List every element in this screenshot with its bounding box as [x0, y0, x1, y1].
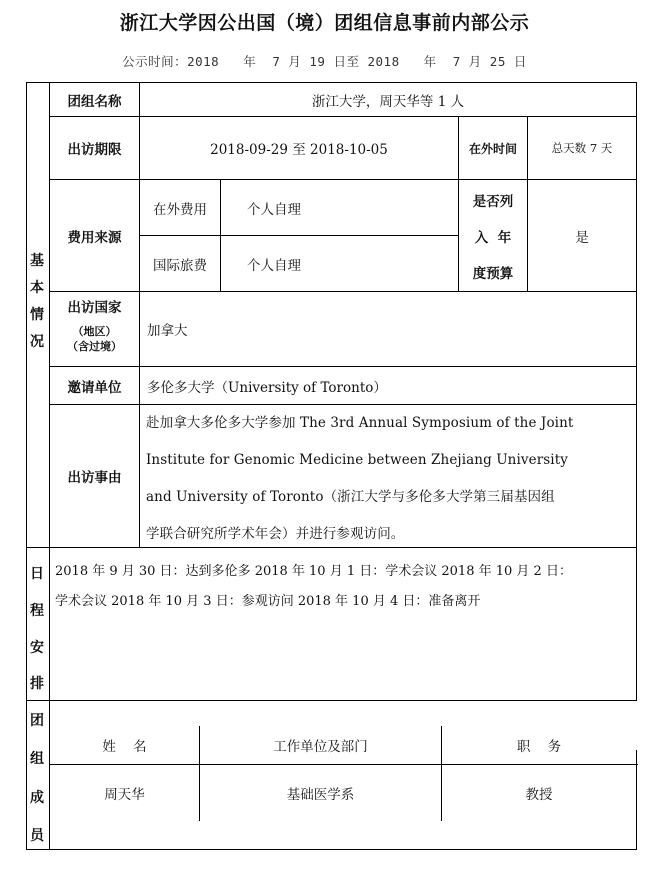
member-header-name: 姓 名 — [102, 739, 147, 755]
country-label: 出访国家 （地区） （含过境） — [67, 300, 122, 353]
member-header-position: 职 务 — [516, 739, 562, 755]
abroad-cost-label: 在外费用 — [153, 201, 207, 218]
abroad-cost-value: 个人自理 — [247, 201, 301, 218]
visit-period-label: 出访期限 — [67, 142, 122, 158]
abroad-time-label: 在外时间 — [468, 141, 517, 156]
abroad-time-value: 总天数 7 天 — [551, 141, 613, 155]
member-position: 教授 — [525, 787, 553, 803]
group-name-value: 浙江大学，周天华等 1 人 — [311, 93, 465, 110]
budget-value: 是 — [575, 229, 589, 246]
page-title: 浙江大学因公出国（境）团组信息事前内部公示 — [119, 12, 530, 34]
travel-cost-label: 国际旅费 — [153, 257, 207, 274]
member-name: 周天华 — [104, 787, 145, 803]
member-unit: 基础医学系 — [286, 787, 355, 803]
country-value: 加拿大 — [147, 323, 188, 339]
funding-label: 费用来源 — [67, 229, 122, 246]
reason-label: 出访事由 — [67, 470, 122, 486]
travel-cost-value: 个人自理 — [247, 257, 301, 274]
inviter-value: 多伦多大学（University of Toronto） — [147, 379, 387, 396]
visit-period-value: 2018-09-29 至 2018-10-05 — [210, 142, 388, 158]
schedule-text: 2018 年 9 月 30 日：达到多伦多 2018 年 10 月 1 日：学术会议 2018 年 10 月 2 日： 学术会议 2018 年 10 月 3 日：参观访问 2018 年 10 月 4 日：准备离开 — [55, 564, 572, 609]
inviter-label: 邀请单位 — [67, 379, 122, 396]
reason-text: 赴加拿大多伦多大学参加 The 3rd Annual Symposium of the Joint Institute for Genomic Medicine between Zhejiang University and University of Toronto（浙江大学与多伦多大学第三届基因组 学联合研究所学术年会）并进行参观访问。 — [146, 415, 574, 542]
group-name-label: 团组名称 — [67, 93, 122, 110]
member-header-unit: 工作单位及部门 — [273, 739, 368, 755]
publicity-time: 公示时间：2018 年 7 月 19 日至 2018 年 7 月 25 日 — [122, 54, 527, 69]
